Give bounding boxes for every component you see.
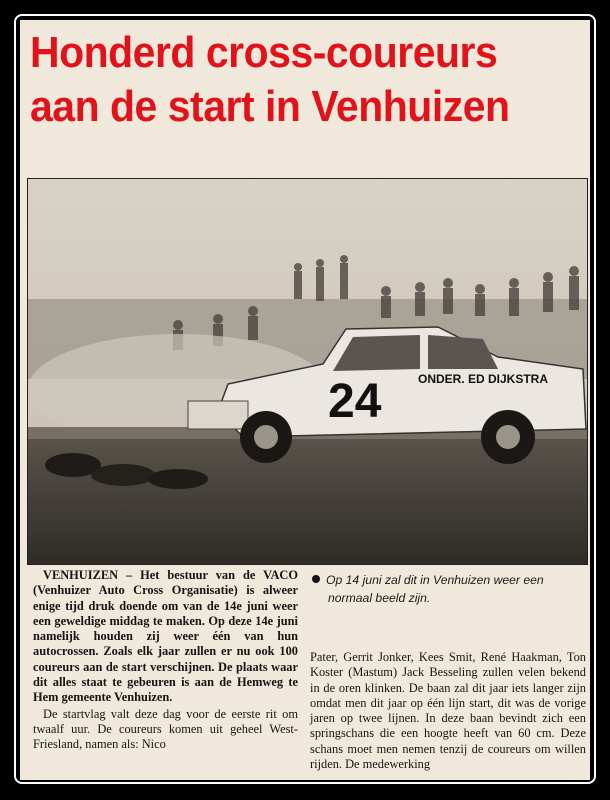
- car-sponsor: ONDER. ED DIJKSTRA: [418, 372, 549, 386]
- headline-line-1: Honderd cross-coureurs: [30, 28, 498, 77]
- race-car-photo: [27, 178, 588, 565]
- article-column-left: [33, 568, 298, 753]
- article-body-left: De startvlag valt deze dag voor de eerste rit om twaalf uur. De coureurs komen uit geheel West-Friesland, namen als: Nico: [33, 706, 298, 752]
- headline: [30, 26, 547, 134]
- newspaper-clipping: [20, 20, 590, 780]
- caption-line-1: Op 14 juni zal dit in Venhuizen weer een: [326, 573, 544, 587]
- article-column-right: [310, 650, 586, 772]
- photo-caption: [312, 571, 586, 607]
- headline-line-2: aan de start in Venhuizen: [30, 82, 510, 131]
- article-lead: VENHUIZEN – Het bestuur van de VACO (Venhuizer Auto Cross Organisatie) is alweer enige tijd druk doende om van de 14e juni weer een geweldige middag te maken. Op deze 14e juni namelijk houden zij weer één van hun autocrossen. Zoals elk jaar zullen er nu ook 100 coureurs aan de start verschijnen. De plaats waar dit alles staat te gebeuren is aan de Hemweg te Hem gemeente Venhuizen.: [33, 568, 298, 705]
- article-body-right: Pater, Gerrit Jonker, Kees Smit, René Haakman, Ton Koster (Mastum) Jack Besseling zullen velen bekend in de oren klinken. De baan zal dit jaar iets langer zijn omdat men dit jaar op één lijn start, dit was de vorige jaren op twee lijnen. In deze baan bevindt zich een springschans die een hoogte heeft van 60 cm. Deze schans moet men nemen tenzij de coureurs om willen rijden. De medewerking: [310, 650, 586, 772]
- caption-line-2: normaal beeld zijn.: [328, 591, 431, 605]
- bullet-icon: [312, 575, 320, 583]
- race-car-photo-graphic: [28, 179, 587, 564]
- car-number: 24: [328, 375, 382, 428]
